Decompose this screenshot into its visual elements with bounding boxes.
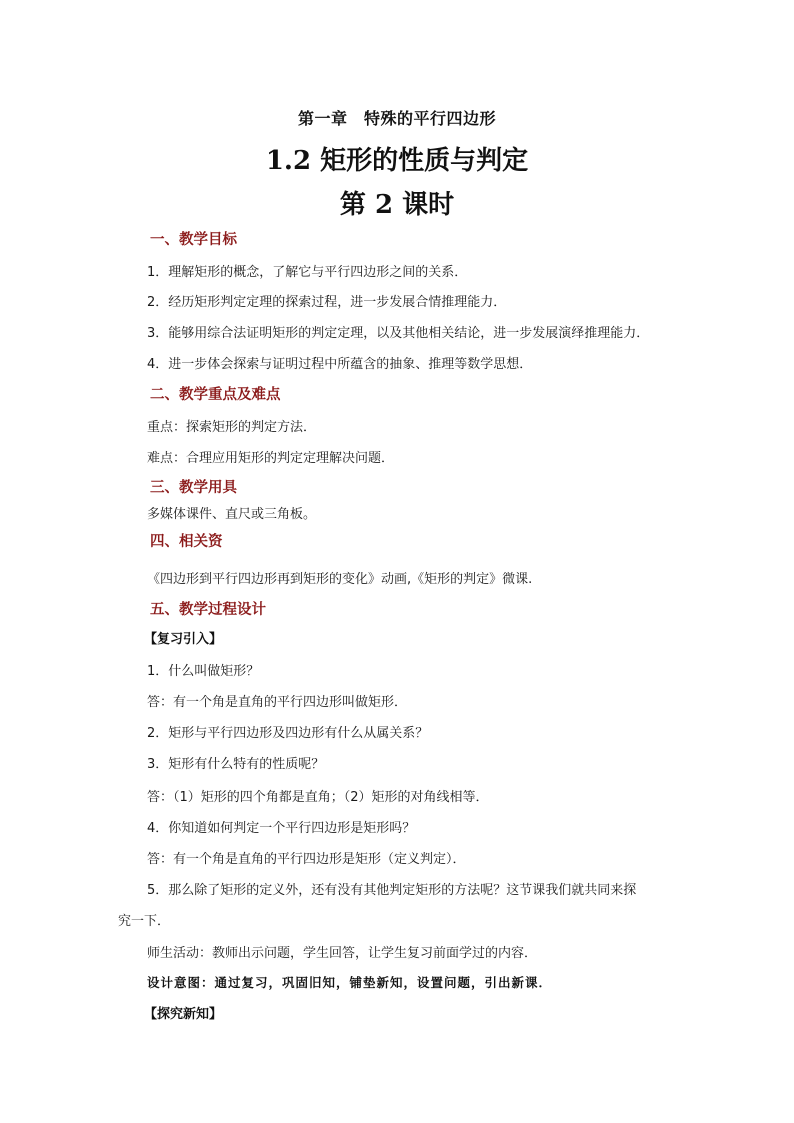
tools-text: 多媒体课件、直尺或三角板。 (147, 507, 317, 522)
process-line: 答：有一个角是直角的平行四边形叫做矩形． (147, 695, 408, 710)
section-heading-process: 五、教学过程设计 (150, 602, 266, 618)
resources-text: 《四边形到平行四边形再到矩形的变化》动画,《矩形的判定》微课. (147, 572, 533, 587)
goal-item: 2．经历矩形判定定理的探索过程，进一步发展合情推理能力． (147, 295, 507, 310)
chapter-heading: 第一章 特殊的平行四边形 (297, 109, 496, 128)
section-heading-goals: 一、教学目标 (150, 232, 237, 248)
lesson-period: 第 2 课时 (339, 190, 455, 220)
goal-item: 4．进一步体会探索与证明过程中所蕴含的抽象、推理等数学思想． (147, 357, 533, 372)
review-heading: 【复习引入】 (144, 632, 223, 647)
process-line: 师生活动：教师出示问题，学生回答，让学生复习前面学过的内容． (147, 946, 538, 961)
process-line: 究一下． (118, 914, 171, 929)
explore-heading: 【探究新知】 (144, 1007, 223, 1022)
process-line: 1．什么叫做矩形？ (147, 664, 260, 679)
section-heading-resources: 四、相关资 (150, 534, 223, 550)
process-line: 5．那么除了矩形的定义外，还有没有其他判定矩形的方法呢？这节课我们就共同来探 (147, 883, 637, 898)
design-intent: 设计意图：通过复习，巩固旧知，铺垫新知，设置问题，引出新课． (147, 975, 553, 990)
focus-text: 重点：探索矩形的判定方法． (147, 420, 317, 435)
section-heading-tools: 三、教学用具 (150, 480, 237, 496)
process-line: 2．矩形与平行四边形及四边形有什么从属关系？ (147, 726, 429, 741)
section-heading-key-points: 二、教学重点及难点 (150, 387, 281, 403)
goal-item: 3．能够用综合法证明矩形的判定定理，以及其他相关结论，进一步发展演绎推理能力． (147, 326, 650, 341)
process-line: 答：（1）矩形的四个角都是直角；（2）矩形的对角线相等． (147, 790, 489, 805)
lesson-title: 1.2 矩形的性质与判定 (265, 146, 529, 176)
goal-item: 1．理解矩形的概念，了解它与平行四边形之间的关系． (147, 265, 468, 280)
process-line: 3．矩形有什么特有的性质呢？ (147, 757, 325, 772)
process-line: 4．你知道如何判定一个平行四边形是矩形吗？ (147, 821, 416, 836)
difficulty-text: 难点：合理应用矩形的判定定理解决问题． (147, 451, 395, 466)
process-line: 答：有一个角是直角的平行四边形是矩形（定义判定）． (147, 852, 466, 867)
